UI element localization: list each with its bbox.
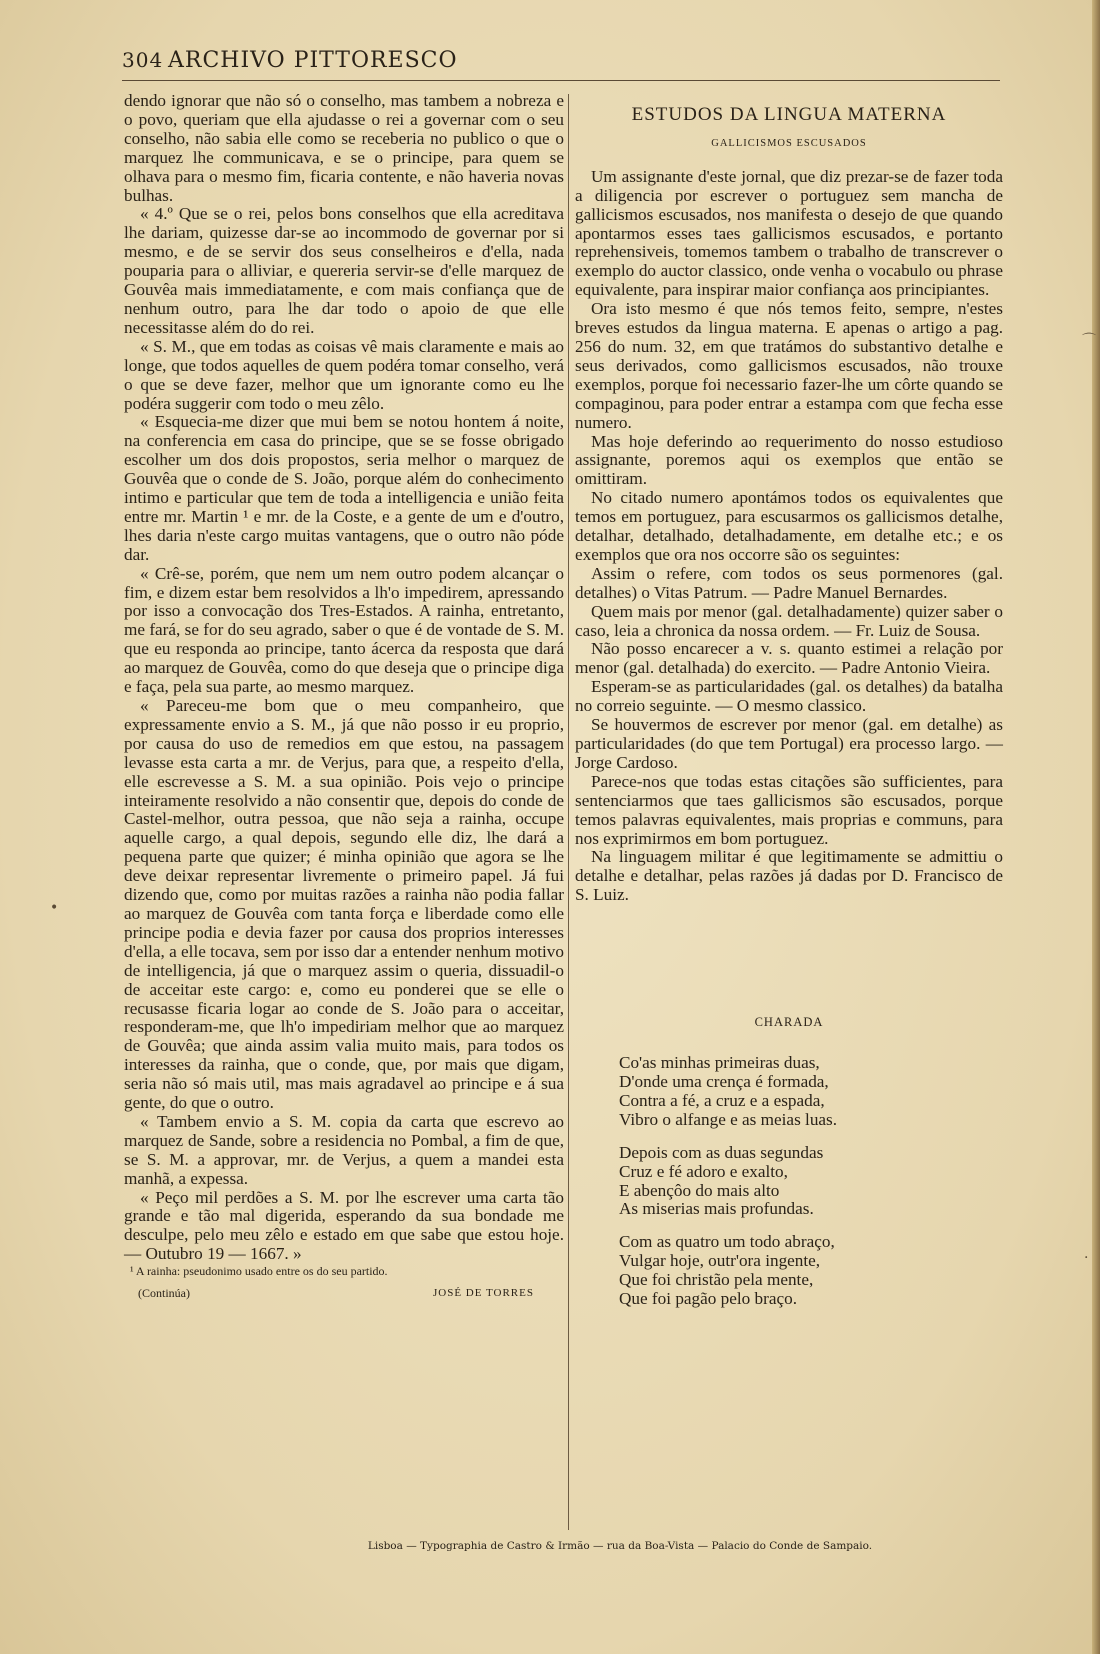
poem-line: Vulgar hoje, outr'ora ingente, [619,1251,821,1271]
paragraph: Esperam-se as particularidades (gal. os detalhes) da batalha no correio seguinte. — O mesmo classico. [575,677,1003,716]
poem-line: Contra a fé, a cruz e a espada, [619,1090,825,1110]
paragraph: Mas hoje deferindo ao requerimento do nosso estudioso assignante, poremos aqui os exemplos que então se omittiram. [575,431,1003,489]
paragraph: « Tambem envio a S. M. copia da carta que escrevo ao marquez de Sande, sobre a residencia no Pombal, a fim de que, se S. M. a approvar, mr. de Verjus, a quem a mandei esta manhã, a expessa. [124,1111,564,1188]
page-header [122,46,1000,81]
left-column [124,92,564,1303]
poem-line: Co'as minhas primeiras duas, [619,1053,820,1073]
paragraph: Na linguagem militar é que legitimamente se admittiu o detalhe e detalhar, pelas razões já dadas por D. Francisco de S. Luiz. [575,847,1003,905]
poem-line: Cruz e fé adoro e exalto, [619,1161,788,1181]
poem-line: Que foi pagão pelo braço. [619,1289,798,1309]
paragraph: No citado numero apontámos todos os equivalentes que temos em portuguez, para escusarmos os gallicismos detalhe, detalhar, detalhado, detalhadamente, em detalhe etc.; e os exemplos que ora nos occorre são os seguintes: [575,488,1003,564]
paragraph: Se houvermos de escrever por menor (gal. em detalhe) as particularidades (do que tem Portugal) era processo largo. — Jorge Cardoso. [575,715,1003,772]
poem-line: Com as quatro um todo abraço, [619,1232,835,1252]
paragraph: Não posso encarecer a v. s. quanto estimei a relação por menor (gal. detalhada) do exercito. — Padre Antonio Vieira. [575,639,1003,678]
footnote: ¹ A rainha: pseudonimo usado entre os do seu partido. [130,1264,388,1279]
paragraph: Assim o refere, com todos os seus pormenores (gal. detalhes) o Vitas Patrum. — Padre Manuel Bernardes. [575,563,1003,602]
article-title: ESTUDOS DA LINGUA MATERNA [631,104,947,125]
poem-line: Depois com as duas segundas [619,1142,824,1162]
margin-mark-icon: • [50,900,59,916]
right-column [575,106,1003,1323]
running-title: ARCHIVO PITTORESCO [168,48,458,73]
page-edge [1092,0,1100,1654]
margin-mark-icon: ⌒ [1082,333,1096,349]
paragraph: dendo ignorar que não só o conselho, mas tambem a nobreza e o povo, queriam que ella ajudasse o rei a governar com o seu conselho, não sabia elle como se receberia no publico o que o marquez lhe communicava, e se o principe, para quem se olhava para o mesmo fim, ficaria contente, e não haveria novas bulhas. [124,91,564,205]
charada-title: CHARADA [754,1015,824,1030]
page-number: 304 [122,48,164,72]
poem-stanza [619,1144,1003,1220]
poem-line: As miserias mais profundas. [619,1199,814,1219]
paragraph: « Crê-se, porém, que nem um nem outro podem alcançar o fim, e dizem estar bem resolvidos a lh'o impedirem, apressando por isso a convocação dos Tres-Estados. A rainha, entretanto, me fará, se for do seu agrado, saber o que é de vontade de S. M. que eu responda ao principe, tanto ácerca da resposta que dará ao marquez de Gouvêa, como do que deseja que o principe diga e faça, pela sua parte, ao mesmo marquez. [124,563,564,697]
poem-stanza [619,1054,1003,1130]
margin-mark-icon: · [1084,1250,1089,1266]
paragraph: Quem mais por menor (gal. detalhadamente) quizer saber o caso, leia a chronica da nossa ordem. — Fr. Luiz de Sousa. [575,601,1003,640]
poem-stanza [619,1233,1003,1309]
paragraph: « Pareceu-me bom que o meu companheiro, que expressamente envio a S. M., já que não posso ir eu proprio, por causa do uso de remedios em que estou, na passagem levasse esta carta a mr. de Verjus, para que, a respeito d'ella, elle escrevesse a S. M. a sua opinião. Pois vejo o principe inteiramente resolvido a não consentir que, depois do conde de Castel-melhor, outra pessoa, que não seja a rainha, occupe aquelle cargo, a qual depois, segundo elle diz, lhe dará a pequena parte que quizer; é minha opinião que agora se lhe deve deixar representar livremente o primeiro papel. Já fui dizendo que, como por muitas razões a rainha não podia fallar ao marquez de Gouvêa com tanta força e liberdade como elle principe podia e devia fazer por causa dos proprios interesses d'ella, a elle tocava, sem por isso dar a entender nenhum motivo de intelligencia, já que o marquez assim o queria, dissuadil-o de acceitar este cargo: e, como eu ponderei que se elle o recusasse ficaria logar ao conde de S. João para o acceitar, responderam-me, que lh'o impediriam melhor que ao marquez de Gouvêa; que ainda assim valia muito mais, para todos os interesses da rainha, que o conde, que, por mais que digam, seria não só mais util, mas mais agradavel ao principe e á sua gente, do que o outro. [124,696,564,1113]
paragraph: Parece-nos que todas estas citações são sufficientes, para sentenciarmos que taes gallicismos são escusados, porque temos palavras equivalentes, mais proprias e communs, para nos exprimirmos em bom portuguez. [575,771,1003,848]
paragraph: « Peço mil perdões a S. M. por lhe escrever uma carta tão grande e tão mal digerida, esperando da sua bondade me desculpe, pelo meu zêlo e estado em que sabe que estou hoje. — Outubro 19 — 1667. » [124,1187,564,1264]
author-signature: JOSÉ DE TORRES [432,1287,534,1300]
paragraph: « Esquecia-me dizer que mui bem se notou hontem á noite, na conferencia em casa do principe, que se se fosse obrigado escolher um dos dois propostos, seria melhor o marquez de Gouvêa que o conde de S. João, porque além do conhecimento intimo e particular que tem de toda a intelligencia e união feita entre mr. Martin ¹ e mr. de la Coste, e a gente de um e d'outro, lhes daria n'este cargo muitas vantagens, que o outro não póde dar. [124,412,564,564]
paragraph: Ora isto mesmo é que nós temos feito, sempre, n'estes breves estudos da lingua materna. E apenas o artigo a pag. 256 do num. 32, em que tratámos do substantivo detalhe e seus derivados, como gallicismos escusados, não trouxe exemplos, porque foi necessario fazer-lhe um côrte quando se compaginou, para poder entrar a estampa com que fecha esse numero. [575,299,1003,432]
poem-line: Que foi christão pela mente, [619,1270,814,1290]
continuation-row [124,1284,564,1303]
section-gap [575,905,1003,1013]
article-subtitle: GALLICISMOS ESCUSADOS [711,137,867,149]
poem-line: D'onde uma crença é formada, [619,1071,829,1091]
paragraph: Um assignante d'este jornal, que diz prezar-se de fazer toda a diligencia por escrever o portuguez sem mancha de gallicismos escusados, nos manifesta o desejo de que quando apontarmos esses taes gallicismos escusados, e portanto reprehensiveis, tomemos tambem o trabalho de transcrever o exemplo do auctor classico, onde venha o vocabulo ou phrase equivalente, para inspirar maior confiança aos principiantes. [575,166,1003,300]
continua-note: (Continúa) [138,1286,190,1301]
printer-imprint: Lisboa — Typographia de Castro & Irmão — rua da Boa-Vista — Palacio do Conde de Sampaio. [367,1540,873,1552]
column-divider [568,94,569,1530]
paragraph: « S. M., que em todas as coisas vê mais claramente e mais ao longe, que todos aquelles de quem podéra tomar conselho, verá o que se deve fazer, melhor que um ignorante como eu lhe podéra suggerir com todo o meu zêlo. [124,336,564,413]
paragraph: « 4.º Que se o rei, pelos bons conselhos que ella acreditava lhe dariam, quizesse dar-se ao incommodo de governar por si mesmo, e de se servir dos seus conselheiros e d'ella, nada pouparia para o alliviar, e quereria servir-se d'elle marquez de Gouvêa mais immediatamente, e com mais confiança que de nenhum outro, para lhe dar todo o apoio de que elle necessitasse além do do rei. [124,204,564,337]
poem-line: E abençôo do mais alto [619,1180,780,1200]
poem-line: Vibro o alfange e as meias luas. [619,1109,838,1129]
